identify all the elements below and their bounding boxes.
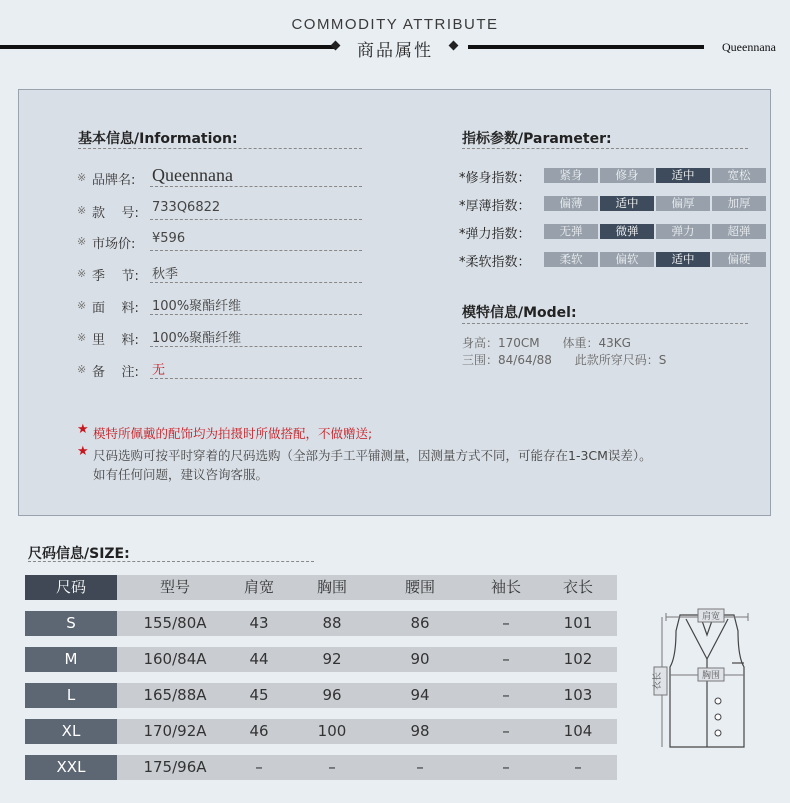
basic-info-divider <box>78 148 362 149</box>
parameter-option: 无弹 <box>544 224 598 239</box>
table-row <box>25 755 617 780</box>
info-label: 款 号: <box>92 206 139 221</box>
table-cell: L <box>25 683 117 708</box>
table-cell: 94 <box>410 686 430 704</box>
table-cell: 165/88A <box>143 686 207 704</box>
model-line-1: 身高：170CM 体重：43KG <box>462 336 631 350</box>
star-icon: ★ <box>77 444 89 459</box>
table-row <box>25 719 617 744</box>
table-cell: 86 <box>410 614 430 632</box>
info-value-underline <box>150 282 362 283</box>
table-header-row <box>25 575 617 600</box>
row-mark: ※ <box>77 299 87 312</box>
parameter-option: 紧身 <box>544 168 598 183</box>
row-mark: ※ <box>77 363 87 376</box>
info-value-underline <box>150 314 362 315</box>
parameter-option: 柔软 <box>544 252 598 267</box>
table-header-cell: 腰围 <box>404 578 435 596</box>
model-divider <box>462 323 748 324</box>
table-cell: – <box>502 722 510 740</box>
table-cell: – <box>502 758 510 776</box>
star-icon: ★ <box>77 422 89 437</box>
parameter-option-selected: 适中 <box>656 252 710 267</box>
info-value: 733Q6822 <box>152 200 221 215</box>
table-cell: 90 <box>410 650 430 668</box>
vest-diagram <box>640 597 770 767</box>
parameter-option-selected: 适中 <box>656 168 710 183</box>
table-cell: 104 <box>563 722 593 740</box>
note-contact: 如有任何问题，建议咨询客服。 <box>93 467 269 482</box>
table-cell: 170/92A <box>143 722 207 740</box>
model-title: 模特信息/Model: <box>462 305 577 321</box>
table-cell: 103 <box>563 686 593 704</box>
table-cell: 92 <box>322 650 342 668</box>
table-cell: 45 <box>249 686 269 704</box>
table-cell: 44 <box>249 650 269 668</box>
parameter-option-selected: 适中 <box>600 196 654 211</box>
table-header-cell: 袖长 <box>490 578 521 596</box>
info-value: 100%聚酯纤维 <box>152 299 242 314</box>
row-mark: ※ <box>77 267 87 280</box>
info-value: 秋季 <box>152 267 179 282</box>
table-cell: – <box>416 758 424 776</box>
note-accessories: 模特所佩戴的配饰均为拍摄时所做搭配，不做赠送; <box>93 426 373 441</box>
table-cell: M <box>25 647 117 672</box>
info-value-underline <box>150 346 362 347</box>
table-cell: 88 <box>322 614 342 632</box>
header-title-en: COMMODITY ATTRIBUTE <box>291 16 499 33</box>
parameter-option: 超弹 <box>712 224 766 239</box>
table-cell: – <box>255 758 263 776</box>
basic-info-title: 基本信息/Information: <box>78 131 238 147</box>
table-cell: – <box>328 758 336 776</box>
table-cell: 175/96A <box>143 758 207 776</box>
table-header-cell: 尺码 <box>25 575 117 600</box>
info-label: 品牌名: <box>92 173 136 188</box>
info-value: Queennana <box>152 165 233 185</box>
table-cell: 155/80A <box>143 614 207 632</box>
table-header-cell: 型号 <box>159 578 190 596</box>
parameter-label: *厚薄指数： <box>459 199 531 214</box>
table-cell: XL <box>25 719 117 744</box>
info-label: 季 节: <box>92 269 139 284</box>
info-label: 市场价: <box>92 237 136 252</box>
table-cell: – <box>502 614 510 632</box>
table-cell: S <box>25 611 117 636</box>
table-header-cell: 衣长 <box>562 578 593 596</box>
table-cell: XXL <box>25 755 117 780</box>
diagram-length-label: 衣长 <box>653 671 663 691</box>
parameter-option-selected: 微弹 <box>600 224 654 239</box>
header-title-cn: 商品属性 <box>357 41 433 61</box>
parameter-label: *柔软指数： <box>459 255 531 270</box>
parameter-option: 加厚 <box>712 196 766 211</box>
parameter-option: 偏薄 <box>544 196 598 211</box>
model-line-2: 三围：84/64/88 此款所穿尺码：S <box>462 353 667 367</box>
table-row <box>25 683 617 708</box>
table-row <box>25 611 617 636</box>
table-cell: 100 <box>317 722 347 740</box>
table-cell: 102 <box>563 650 593 668</box>
table-cell: 96 <box>322 686 342 704</box>
header-line-right <box>468 45 704 49</box>
header-brand: Queennana <box>722 40 776 54</box>
parameter-label: *修身指数： <box>459 171 531 186</box>
parameter-option: 偏软 <box>600 252 654 267</box>
size-divider <box>28 561 314 562</box>
info-value-underline <box>150 250 362 251</box>
info-label: 面 料: <box>92 301 139 316</box>
table-header-cell: 肩宽 <box>243 578 274 596</box>
parameter-option: 修身 <box>600 168 654 183</box>
info-value-underline <box>150 186 362 187</box>
info-value: ¥596 <box>152 231 186 246</box>
row-mark: ※ <box>77 204 87 217</box>
parameter-label: *弹力指数： <box>459 227 531 242</box>
parameter-option: 弹力 <box>656 224 710 239</box>
info-value-underline <box>150 378 362 379</box>
table-cell: 160/84A <box>143 650 207 668</box>
row-mark: ※ <box>77 235 87 248</box>
table-cell: – <box>502 686 510 704</box>
table-header-cell: 胸围 <box>316 578 347 596</box>
parameter-option: 偏硬 <box>712 252 766 267</box>
parameter-divider <box>462 148 748 149</box>
row-mark: ※ <box>77 171 87 184</box>
table-cell: 101 <box>563 614 593 632</box>
table-cell: 46 <box>249 722 269 740</box>
info-value: 100%聚酯纤维 <box>152 331 242 346</box>
diagram-shoulder-label: 肩宽 <box>701 612 721 622</box>
row-mark: ※ <box>77 331 87 344</box>
table-cell: 43 <box>249 614 269 632</box>
table-cell: 98 <box>410 722 430 740</box>
parameter-title: 指标参数/Parameter: <box>462 131 612 147</box>
table-row <box>25 647 617 672</box>
info-label: 里 料: <box>92 333 139 348</box>
info-value: 无 <box>152 363 166 378</box>
size-title: 尺码信息/SIZE: <box>28 546 130 562</box>
info-value-underline <box>150 219 362 220</box>
table-cell: – <box>502 650 510 668</box>
parameter-option: 偏厚 <box>656 196 710 211</box>
note-size-advice: 尺码选购可按平时穿着的尺码选购（全部为手工平铺测量，因测量方式不同，可能存在1-3CM误差）。 <box>93 448 652 463</box>
diagram-chest-label: 胸围 <box>701 671 721 681</box>
table-cell: – <box>574 758 582 776</box>
info-label: 备 注: <box>92 365 139 380</box>
parameter-option: 宽松 <box>712 168 766 183</box>
